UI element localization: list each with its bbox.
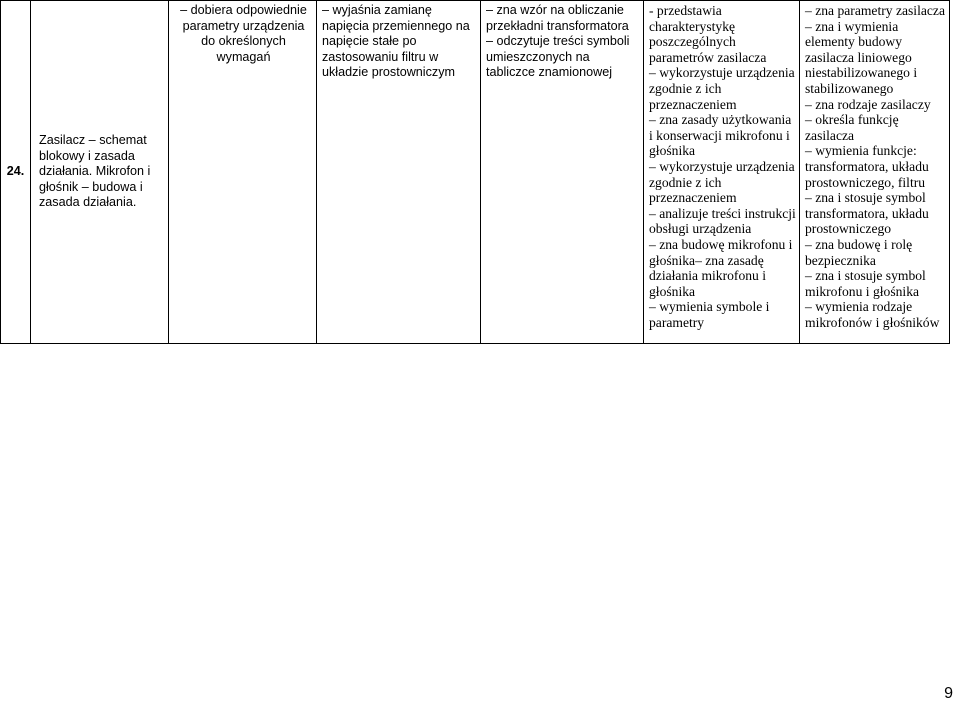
topic-text: Zasilacz – schemat blokowy i zasada działania. Mikrofon i głośnik – budowa i zasada działania. (39, 133, 151, 210)
row-number: 24. (6, 164, 25, 179)
curriculum-table (0, 0, 950, 344)
topic-cell (31, 1, 169, 344)
page-number: 9 (944, 685, 953, 702)
row-number-cell (1, 1, 31, 344)
requirement-text-3: – zna wzór na obliczanie przekładni transformatora – odczytuje treści symboli umieszczonych na tabliczce znamionowej (486, 3, 630, 80)
requirement-text-1: – dobiera odpowiednie parametry urządzenia do określonych wymagań (180, 3, 307, 64)
table-row (1, 1, 950, 344)
requirement-cell-3 (481, 1, 644, 344)
requirement-cell-4 (644, 1, 800, 344)
requirement-text-2: – wyjaśnia zamianę napięcia przemiennego na napięcie stałe po zastosowaniu filtru w układzie prostowniczym (322, 3, 470, 80)
requirement-cell-2 (317, 1, 481, 344)
requirement-cell-5 (800, 1, 950, 344)
requirement-cell-1 (169, 1, 317, 344)
requirement-text-4: - przedstawia charakterystykę poszczególnych parametrów zasilacza – wykorzystuje urządzenia zgodnie z ich przeznaczeniem – zna zasady użytkowania i konserwacji mikrofonu i głośnika – wykorzystuje urządzenia zgodnie z ich przeznaczeniem – analizuje treści instrukcji obsługi urządzenia – zna budowę mikrofonu i głośnika– zna zasadę działania mikrofonu i głośnika – wymienia symbole i parametry (649, 3, 796, 330)
requirement-text-5: – zna parametry zasilacza – zna i wymienia elementy budowy zasilacza liniowego niestabilizowanego i stabilizowanego – zna rodzaje zasilaczy – określa funkcję zasilacza – wymienia funkcje: transformatora, układu prostowniczego, filtru – zna i stosuje symbol transformatora, układu prostowniczego – zna budowę i rolę bezpiecznika – zna i stosuje symbol mikrofonu i głośnika – wymienia rodzaje mikrofonów i głośników (805, 3, 945, 330)
